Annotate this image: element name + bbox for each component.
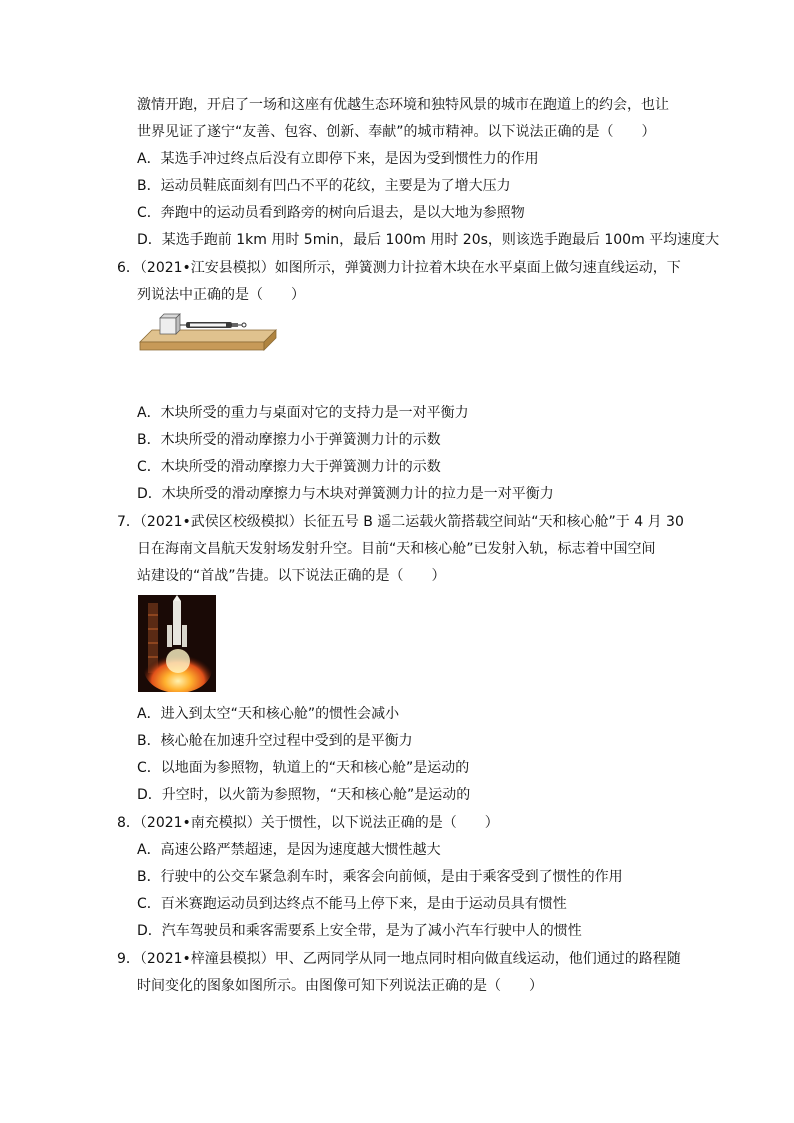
q6-option-c: C．木块所受的滑动摩擦力大于弹簧测力计的示数 <box>137 459 441 475</box>
q8-option-b: B．行驶中的公交车紧急刹车时，乘客会向前倾，是由于乘客受到了惯性的作用 <box>137 869 623 885</box>
q7-option-b: B．核心舱在加速升空过程中受到的是平衡力 <box>137 733 413 749</box>
q8-option-d: D．汽车驾驶员和乘客需要系上安全带，是为了减小汽车行驶中人的惯性 <box>137 923 582 939</box>
q6-option-d: D．木块所受的滑动摩擦力与木块对弹簧测力计的拉力是一对平衡力 <box>137 486 554 502</box>
q9-stem-line1: 9．（2021•梓潼县模拟）甲、乙两同学从同一地点同时相向做直线运动，他们通过的路程随 <box>117 951 681 967</box>
q5-option-b: B．运动员鞋底面刻有凹凸不平的花纹，主要是为了增大压力 <box>137 178 511 194</box>
q7-stem-line3: 站建设的“首战”告捷。以下说法正确的是（ ） <box>137 568 446 584</box>
q7-stem-line1: 7．（2021•武侯区校级模拟）长征五号 B 遥二运载火箭搭载空间站“天和核心舱”于 4 月 30 <box>117 514 684 530</box>
q5-option-c: C．奔跑中的运动员看到路旁的树向后退去，是以大地为参照物 <box>137 205 525 221</box>
q5-option-d: D．某选手跑前 1km 用时 5min，最后 100m 用时 20s，则该选手跑最后 100m 平均速度大 <box>137 232 720 248</box>
q7-stem-line2: 日在海南文昌航天发射场发射升空。目前“天和核心舱”已发射入轨，标志着中国空间 <box>137 541 656 557</box>
spring-scale-block-figure <box>138 312 278 354</box>
q7-option-c: C．以地面为参照物，轨道上的“天和核心舱”是运动的 <box>137 760 470 776</box>
rocket-launch-photo <box>138 595 216 692</box>
q7-option-d: D．升空时，以火箭为参照物，“天和核心舱”是运动的 <box>137 787 471 803</box>
q6-stem-line1: 6．（2021•江安县模拟）如图所示，弹簧测力计拉着木块在水平桌面上做匀速直线运动，下 <box>117 260 681 276</box>
q7-option-a: A．进入到太空“天和核心舱”的惯性会减小 <box>137 706 400 722</box>
q5-stem-line1: 激情开跑，开启了一场和这座有优越生态环境和独特风景的城市在跑道上的约会，也让 <box>137 97 669 113</box>
q5-stem-line2: 世界见证了遂宁“友善、包容、创新、奉献”的城市精神。以下说法正确的是（ ） <box>137 124 656 140</box>
q8-option-a: A．高速公路严禁超速，是因为速度越大惯性越大 <box>137 842 441 858</box>
q8-option-c: C．百米赛跑运动员到达终点不能马上停下来，是由于运动员具有惯性 <box>137 896 567 912</box>
q5-option-a: A．某选手冲过终点后没有立即停下来，是因为受到惯性力的作用 <box>137 151 539 167</box>
q8-stem-line1: 8．（2021•南充模拟）关于惯性，以下说法正确的是（ ） <box>117 815 499 831</box>
q9-stem-line2: 时间变化的图象如图所示。由图像可知下列说法正确的是（ ） <box>137 978 543 994</box>
q6-option-a: A．木块所受的重力与桌面对它的支持力是一对平衡力 <box>137 405 469 421</box>
q6-stem-line2: 列说法中正确的是（ ） <box>137 287 305 303</box>
q6-option-b: B．木块所受的滑动摩擦力小于弹簧测力计的示数 <box>137 432 441 448</box>
